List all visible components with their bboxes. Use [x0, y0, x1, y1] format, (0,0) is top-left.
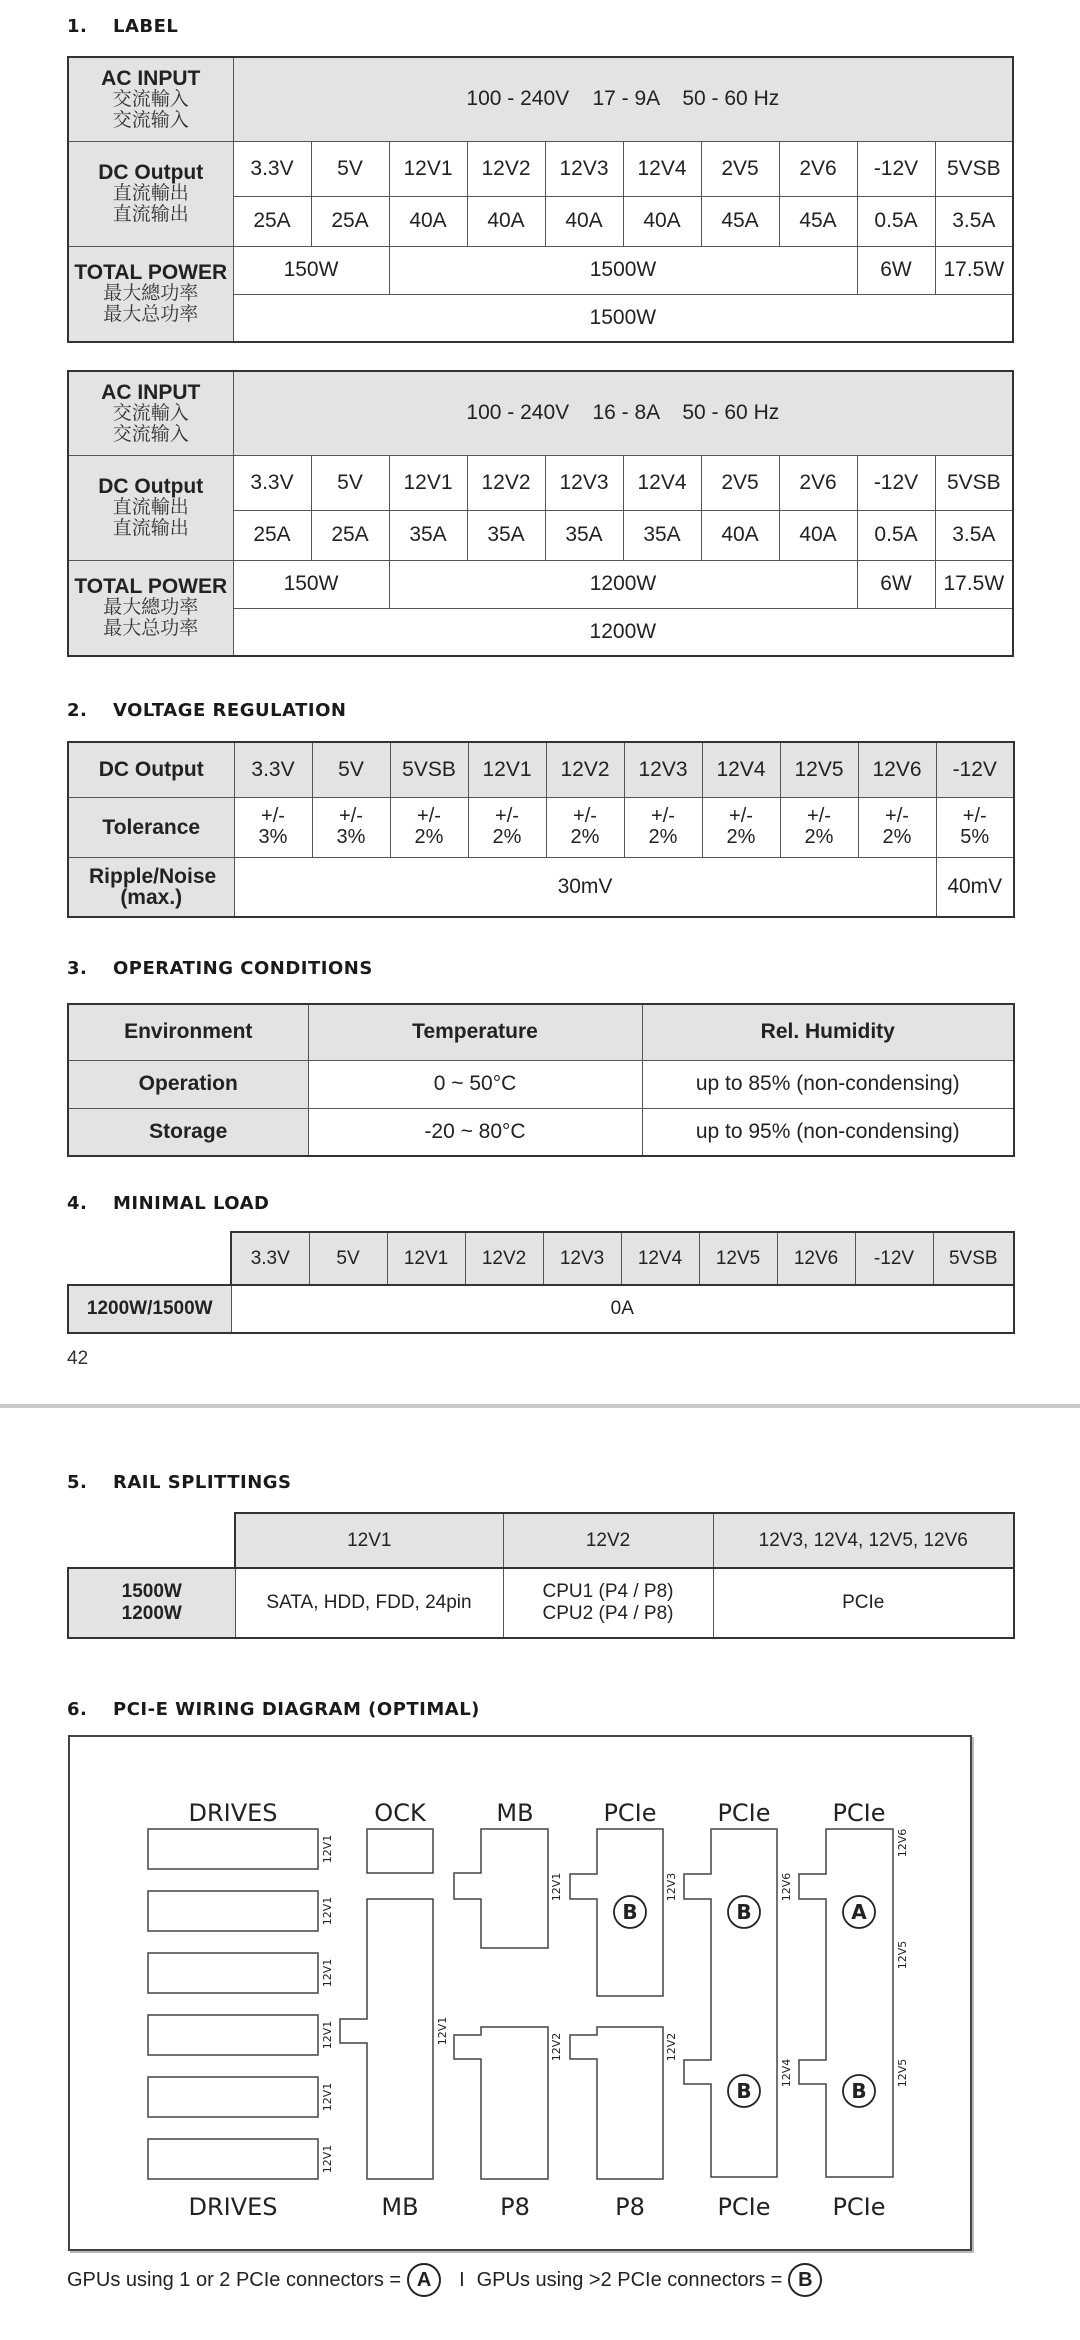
rail-header: 12V6 — [858, 742, 936, 797]
drive-connector — [148, 2077, 318, 2117]
power-3v3-5v: 150W — [233, 560, 389, 608]
operation-label: Operation — [68, 1060, 308, 1108]
model-label: 1500W 1200W — [68, 1568, 235, 1638]
rail-header: 12V1 — [468, 742, 546, 797]
legend-marker-a: A — [407, 2263, 441, 2297]
marker-b: B — [851, 2079, 867, 2103]
tolerance-value: +/- 5% — [936, 797, 1014, 857]
tolerance-value: +/- 2% — [468, 797, 546, 857]
rail-header: 12V3 — [624, 742, 702, 797]
rail-label-mb: 12V1 — [436, 2016, 449, 2046]
tolerance-value: +/- 2% — [546, 797, 624, 857]
dc-output-label: DC Output 直流輸出 直流输出 — [68, 141, 233, 246]
rail-12v2-devices: CPU1 (P4 / P8) CPU2 (P4 / P8) — [503, 1568, 713, 1638]
pcie-col2-connector — [684, 1829, 777, 2177]
rail-amps: 45A — [779, 196, 857, 246]
rail-header: 12V3 — [543, 1232, 621, 1285]
rail-header: 5V — [312, 742, 390, 797]
label-p8-left: P8 — [500, 2193, 530, 2221]
rail-amps: 35A — [545, 510, 623, 560]
rail-header: 12V2 — [546, 742, 624, 797]
section-5-title: 5. RAIL SPLITTINGS — [67, 1472, 292, 1493]
rail-header: 12V4 — [623, 141, 701, 196]
rail-header: 5VSB — [935, 141, 1013, 196]
rail-header: 12V2 — [465, 1232, 543, 1285]
tolerance-value: +/- 2% — [390, 797, 468, 857]
rail-header: 12V1 — [389, 141, 467, 196]
rail-header: 12V3 — [545, 141, 623, 196]
tolerance-label: Tolerance — [68, 797, 234, 857]
operation-temperature: 0 ~ 50°C — [308, 1060, 642, 1108]
operation-humidity: up to 85% (non-condensing) — [642, 1060, 1014, 1108]
label-table-1500w — [67, 56, 1014, 343]
label-pcie-top-2: PCIe — [717, 1799, 771, 1827]
tolerance-value: +/- 2% — [780, 797, 858, 857]
rail-label-drive: 12V1 — [321, 2082, 334, 2112]
rail-label-p8-left: 12V2 — [550, 2032, 563, 2062]
label-mb-bottom: MB — [381, 2193, 419, 2221]
label-pcie-bottom-2: PCIe — [832, 2193, 886, 2221]
diagram-legend — [67, 2263, 828, 2297]
rail-label-pcie-1: 12V3 — [665, 1872, 678, 1902]
rail-header: 2V6 — [779, 141, 857, 196]
storage-temperature: -20 ~ 80°C — [308, 1108, 642, 1156]
wiring-diagram-frame — [68, 1735, 972, 2251]
power-5vsb: 17.5W — [935, 246, 1013, 294]
rail-header: 5VSB — [933, 1232, 1014, 1285]
power-12v: 1200W — [389, 560, 857, 608]
minimal-load-table — [67, 1284, 1015, 1334]
rail-header: 2V5 — [701, 141, 779, 196]
rail-label-pcie-3-top: 12V6 — [896, 1828, 909, 1858]
power-5vsb: 17.5W — [935, 560, 1013, 608]
power-3v3-5v: 150W — [233, 246, 389, 294]
ac-input-value: 100 - 240V 17 - 9A 50 - 60 Hz — [233, 57, 1013, 141]
rail-amps: 25A — [233, 196, 311, 246]
marker-b: B — [736, 2079, 752, 2103]
ac-input-label: AC INPUT 交流輸入 交流输入 — [68, 57, 233, 141]
rail-12v1-header: 12V1 — [235, 1513, 503, 1568]
marker-b: B — [622, 1900, 638, 1924]
rail-header: 12V4 — [702, 742, 780, 797]
label-pcie-top-3: PCIe — [832, 1799, 886, 1827]
p8-right-connector — [570, 2027, 663, 2179]
rail-amps: 35A — [389, 510, 467, 560]
marker-b: B — [736, 1900, 752, 1924]
rail-splittings-table — [67, 1567, 1015, 1639]
rail-header: 12V6 — [777, 1232, 855, 1285]
rail-12v2-header: 12V2 — [503, 1513, 713, 1568]
rail-label-drive: 12V1 — [321, 1958, 334, 1988]
rail-label-pcie-2-bottom: 12V4 — [780, 2058, 793, 2088]
rail-header: 5VSB — [935, 455, 1013, 510]
rail-pcie-devices: PCIe — [713, 1568, 1014, 1638]
total-power-label: TOTAL POWER 最大總功率 最大总功率 — [68, 246, 233, 342]
section-4-title: 4. MINIMAL LOAD — [67, 1193, 270, 1214]
page-divider — [0, 1404, 1080, 1408]
rail-splittings-header — [234, 1512, 1015, 1569]
label-pcie-top-1: PCIe — [603, 1799, 657, 1827]
label-drives-top: DRIVES — [188, 1799, 278, 1827]
rail-header: 12V4 — [621, 1232, 699, 1285]
rail-amps: 25A — [311, 196, 389, 246]
rail-label-mb-top: 12V1 — [550, 1872, 563, 1902]
rail-amps: 25A — [233, 510, 311, 560]
rail-label-pcie-2-top: 12V6 — [780, 1872, 793, 1902]
label-pcie-bottom-1: PCIe — [717, 2193, 771, 2221]
power-neg12v: 6W — [857, 246, 935, 294]
label-mb-top: MB — [496, 1799, 534, 1827]
section-3-title: 3. OPERATING CONDITIONS — [67, 958, 373, 979]
rail-amps: 35A — [467, 510, 545, 560]
page-number: 42 — [67, 1348, 89, 1369]
tolerance-value: +/- 2% — [702, 797, 780, 857]
legend-text-a: GPUs using 1 or 2 PCIe connectors = — [67, 2268, 402, 2291]
storage-label: Storage — [68, 1108, 308, 1156]
voltage-regulation-table — [67, 741, 1015, 918]
ripple-noise-neg12v: 40mV — [936, 857, 1014, 917]
marker-a: A — [851, 1900, 867, 1924]
drive-connector — [148, 1829, 318, 1869]
rail-header: -12V — [855, 1232, 933, 1285]
power-12v: 1500W — [389, 246, 857, 294]
rail-header: 3.3V — [234, 742, 312, 797]
power-neg12v: 6W — [857, 560, 935, 608]
rail-amps: 45A — [701, 196, 779, 246]
rail-amps: 40A — [467, 196, 545, 246]
rail-pcie-header: 12V3, 12V4, 12V5, 12V6 — [713, 1513, 1014, 1568]
wiring-diagram — [70, 1737, 970, 2249]
rail-label-pcie-3-bottom: 12V5 — [896, 2058, 909, 2088]
ock-connector — [367, 1829, 433, 1873]
dc-output-label: DC Output — [68, 742, 234, 797]
tolerance-value: +/- 2% — [624, 797, 702, 857]
rail-label-p8-right: 12V2 — [665, 2032, 678, 2062]
drive-connector — [148, 1891, 318, 1931]
operating-conditions-table — [67, 1003, 1015, 1157]
rail-amps: 0.5A — [857, 510, 935, 560]
ripple-noise-label: Ripple/Noise (max.) — [68, 857, 234, 917]
rail-header: 3.3V — [233, 141, 311, 196]
rail-header: 12V3 — [545, 455, 623, 510]
rail-amps: 40A — [623, 196, 701, 246]
label-table-1200w — [67, 370, 1014, 657]
ac-input-value: 100 - 240V 16 - 8A 50 - 60 Hz — [233, 371, 1013, 455]
label-drives-bottom: DRIVES — [188, 2193, 278, 2221]
tolerance-value: +/- 2% — [858, 797, 936, 857]
rail-label-drive: 12V1 — [321, 1896, 334, 1926]
pcie-col3-connector — [799, 1829, 893, 2177]
rail-amps: 40A — [389, 196, 467, 246]
rail-label-drive: 12V1 — [321, 2144, 334, 2174]
tolerance-value: +/- 3% — [234, 797, 312, 857]
legend-separator: I — [459, 2268, 465, 2291]
rail-header: 5V — [311, 455, 389, 510]
drive-connector — [148, 2015, 318, 2055]
ac-input-label: AC INPUT 交流輸入 交流输入 — [68, 371, 233, 455]
rail-header: 5V — [311, 141, 389, 196]
mb-24pin-connector — [340, 1899, 433, 2179]
rail-label-pcie-3-mid: 12V5 — [896, 1940, 909, 1970]
drive-connector — [148, 1953, 318, 1993]
drive-connector — [148, 2139, 318, 2179]
minimal-load-header — [230, 1231, 1015, 1286]
rail-header: 12V1 — [387, 1232, 465, 1285]
rail-header: 12V5 — [699, 1232, 777, 1285]
model-label: 1200W/1500W — [68, 1285, 231, 1333]
rail-amps: 35A — [623, 510, 701, 560]
rail-amps: 40A — [779, 510, 857, 560]
rail-label-drive: 12V1 — [321, 1834, 334, 1864]
total-power-label: TOTAL POWER 最大總功率 最大总功率 — [68, 560, 233, 656]
rail-header: 3.3V — [231, 1232, 309, 1285]
rail-header: 12V2 — [467, 455, 545, 510]
legend-marker-b: B — [788, 2263, 822, 2297]
legend-text-b: GPUs using >2 PCIe connectors = — [476, 2268, 783, 2291]
section-6-title: 6. PCI-E WIRING DIAGRAM (OPTIMAL) — [67, 1699, 480, 1720]
rail-amps: 40A — [701, 510, 779, 560]
section-1-title: 1. LABEL — [67, 16, 179, 37]
dc-output-label: DC Output 直流輸出 直流输出 — [68, 455, 233, 560]
rail-amps: 3.5A — [935, 510, 1013, 560]
env-header: Environment — [68, 1004, 308, 1060]
rail-header: -12V — [857, 455, 935, 510]
rail-header: 12V4 — [623, 455, 701, 510]
ripple-noise-value: 30mV — [234, 857, 936, 917]
tolerance-value: +/- 3% — [312, 797, 390, 857]
rail-amps: 0.5A — [857, 196, 935, 246]
rail-header: -12V — [857, 141, 935, 196]
rail-header: 2V6 — [779, 455, 857, 510]
rail-12v1-devices: SATA, HDD, FDD, 24pin — [235, 1568, 503, 1638]
rail-header: -12V — [936, 742, 1014, 797]
rail-amps: 3.5A — [935, 196, 1013, 246]
mb-top-connector — [454, 1829, 548, 1948]
rail-label-drive: 12V1 — [321, 2020, 334, 2050]
label-ock: OCK — [374, 1799, 426, 1827]
rail-header: 2V5 — [701, 455, 779, 510]
rail-header: 12V2 — [467, 141, 545, 196]
rail-header: 12V5 — [780, 742, 858, 797]
rail-header: 3.3V — [233, 455, 311, 510]
label-p8-right: P8 — [615, 2193, 645, 2221]
total-power-value: 1500W — [233, 294, 1013, 342]
total-power-value: 1200W — [233, 608, 1013, 656]
minimal-load-value: 0A — [231, 1285, 1014, 1333]
section-2-title: 2. VOLTAGE REGULATION — [67, 700, 347, 721]
rail-amps: 25A — [311, 510, 389, 560]
temperature-header: Temperature — [308, 1004, 642, 1060]
rail-header: 5V — [309, 1232, 387, 1285]
rail-header: 5VSB — [390, 742, 468, 797]
storage-humidity: up to 95% (non-condensing) — [642, 1108, 1014, 1156]
rail-header: 12V1 — [389, 455, 467, 510]
p8-left-connector — [454, 2027, 548, 2179]
humidity-header: Rel. Humidity — [642, 1004, 1014, 1060]
rail-amps: 40A — [545, 196, 623, 246]
